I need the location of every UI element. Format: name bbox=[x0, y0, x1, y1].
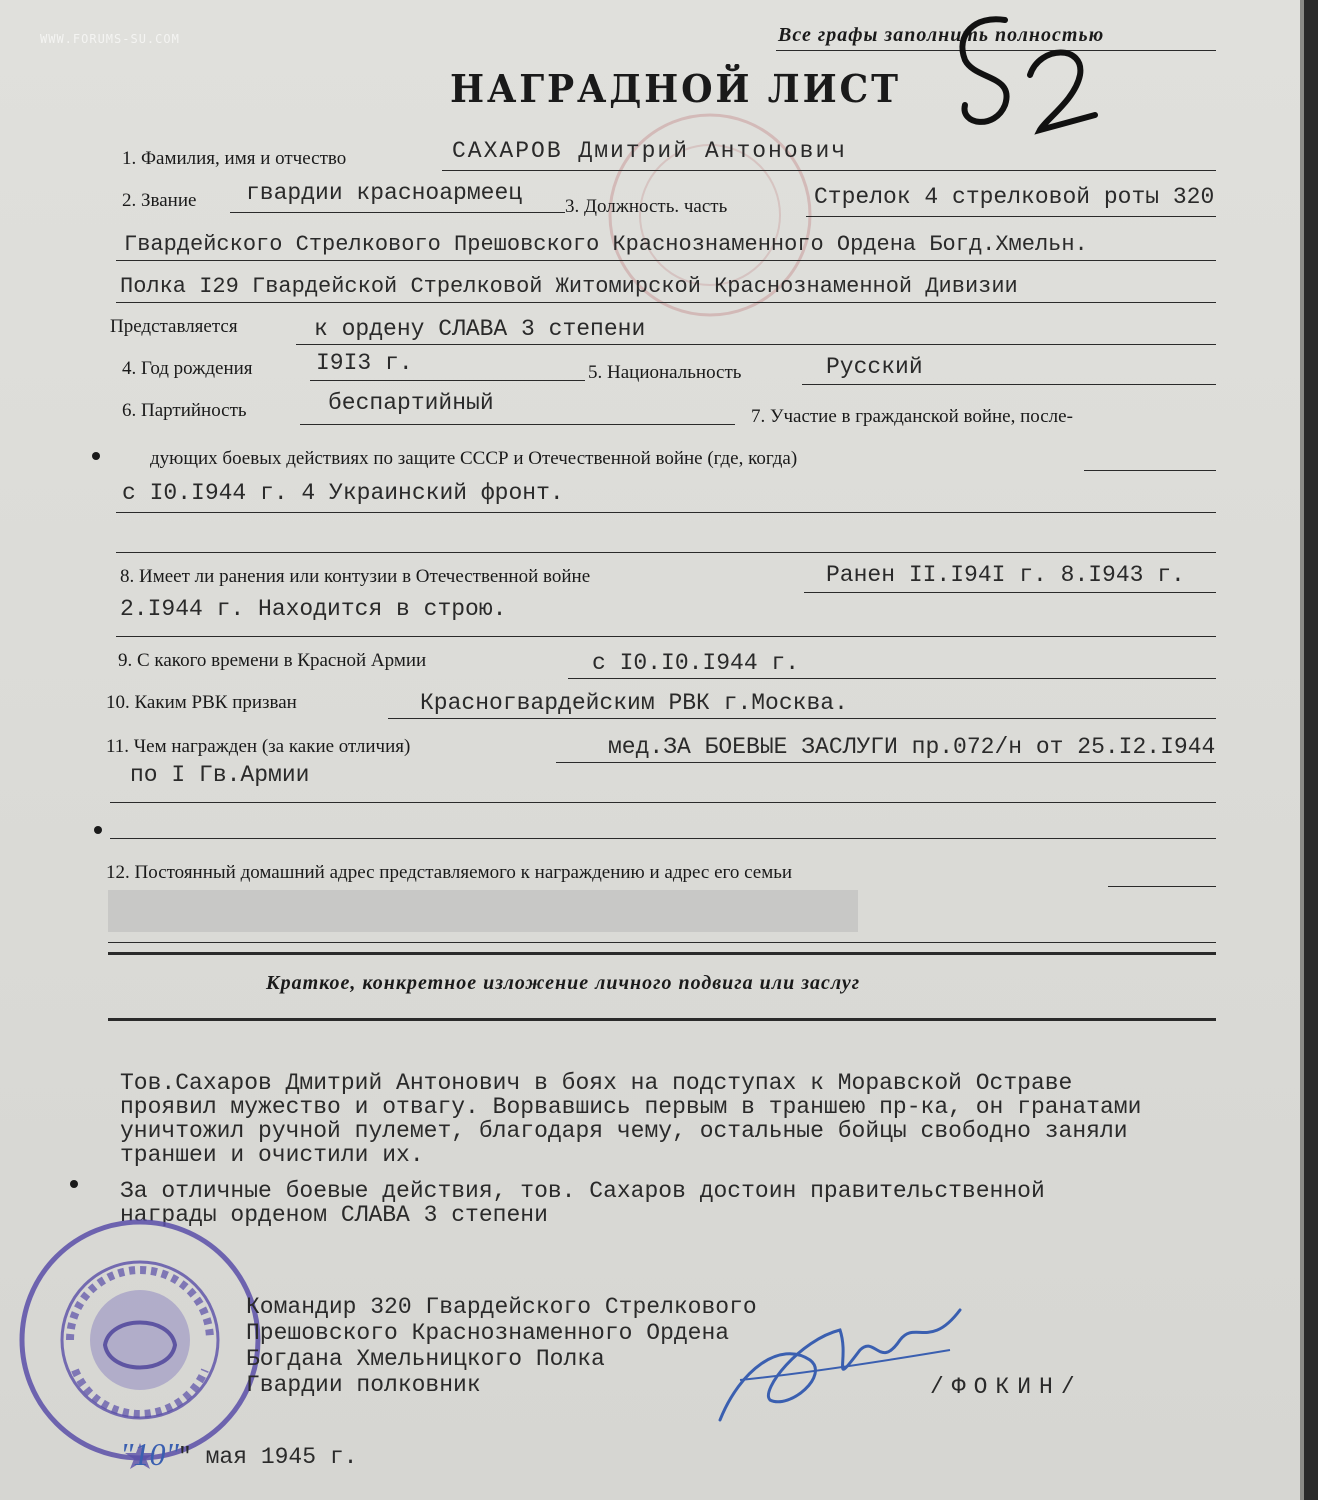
page-edge bbox=[1304, 0, 1318, 1500]
field-8-value-line2: 2.I944 г. Находится в строю. bbox=[120, 596, 507, 622]
field-7-value: с I0.I944 г. 4 Украинский фронт. bbox=[122, 480, 564, 506]
presented-label: Представляется bbox=[110, 316, 238, 337]
section-divider-top bbox=[108, 952, 1216, 955]
signature-block-line-2: Прешовского Краснознаменного Ордена bbox=[246, 1320, 730, 1346]
field-4-line bbox=[310, 380, 585, 381]
field-11-line3 bbox=[110, 838, 1216, 839]
field-2-label: 2. Звание bbox=[122, 190, 197, 211]
field-8-line2 bbox=[116, 636, 1216, 637]
field-3-value-line2: Гвардейского Стрелкового Прешовского Краснознаменного Ордена Богд.Хмельн. bbox=[124, 232, 1088, 257]
field-8-line1 bbox=[804, 592, 1216, 593]
field-11-label: 11. Чем награжден (за какие отличия) bbox=[106, 736, 411, 757]
narrative-line-6: награды орденом СЛАВА 3 степени bbox=[120, 1202, 548, 1228]
field-1-value: САХАРОВ Дмитрий Антонович bbox=[452, 138, 848, 164]
punch-hole bbox=[70, 1180, 78, 1188]
field-3-value-line1: Стрелок 4 стрелковой роты 320 bbox=[814, 184, 1215, 210]
field-8-value-line1: Ранен II.I94I г. 8.I943 г. bbox=[826, 562, 1185, 588]
handwritten-number bbox=[945, 5, 1105, 145]
date-day-handwritten: "10" bbox=[120, 1436, 179, 1472]
field-7-label-b: дующих боевых действиях по защите СССР и Отечественной войне (где, когда) bbox=[150, 448, 798, 469]
field-1-line bbox=[442, 170, 1216, 171]
field-3-line3 bbox=[116, 302, 1216, 303]
field-10-line bbox=[388, 718, 1216, 719]
narrative-line-3: уничтожил ручной пулемет, благодаря чему, остальные бойцы свободно заняли bbox=[120, 1118, 1128, 1144]
field-11-value-line1: мед.ЗА БОЕВЫЕ ЗАСЛУГИ пр.072/н от 25.I2.I944 bbox=[608, 734, 1216, 760]
signature-block-line-1: Командир 320 Гвардейского Стрелкового bbox=[246, 1294, 757, 1320]
field-2-value: гвардии красноармеец bbox=[246, 180, 523, 206]
field-5-line bbox=[802, 384, 1216, 385]
field-10-label: 10. Каким РВК призван bbox=[106, 692, 297, 713]
field-5-label: 5. Национальность bbox=[588, 362, 742, 383]
handwritten-signature bbox=[700, 1280, 980, 1450]
document-title: НАГРАДНОЙ ЛИСТ bbox=[450, 66, 901, 111]
signature-block-line-4: Гвардии полковник bbox=[246, 1372, 481, 1398]
field-7-label-a: 7. Участие в гражданской войне, после- bbox=[751, 406, 1073, 427]
field-11-value-line2: по I Гв.Армии bbox=[130, 762, 310, 788]
field-8-label: 8. Имеет ли ранения или контузии в Отечественной войне bbox=[120, 566, 591, 587]
field-7-line-c bbox=[116, 552, 1216, 553]
narrative-line-2: проявил мужество и отвагу. Ворвавшись первым в траншею пр-ка, он гранатами bbox=[120, 1094, 1142, 1120]
signer-name: /ФОКИН/ bbox=[930, 1374, 1083, 1400]
presented-line bbox=[296, 344, 1216, 345]
redacted-address bbox=[108, 890, 858, 932]
punch-hole bbox=[92, 452, 100, 460]
presented-value: к ордену СЛАВА 3 степени bbox=[314, 316, 646, 342]
field-5-value: Русский bbox=[826, 354, 923, 380]
field-2-line bbox=[230, 212, 565, 213]
watermark: WWW.FORUMS-SU.COM bbox=[40, 32, 180, 46]
narrative-line-5: За отличные боевые действия, тов. Сахаров достоин правительственной bbox=[120, 1178, 1045, 1204]
field-6-label: 6. Партийность bbox=[122, 400, 247, 421]
field-3-value-line3: Полка I29 Гвардейской Стрелковой Житомирской Краснознаменной Дивизии bbox=[120, 274, 1018, 299]
field-12-line2 bbox=[108, 942, 1216, 943]
field-6-line bbox=[300, 424, 735, 425]
punch-hole bbox=[94, 826, 102, 834]
field-7-line-a bbox=[1084, 470, 1216, 471]
field-3-label: 3. Должность. часть bbox=[565, 196, 728, 217]
field-3-line2 bbox=[116, 260, 1216, 261]
field-3-line1 bbox=[806, 216, 1216, 217]
field-7-line-b bbox=[116, 512, 1216, 513]
field-1-label: 1. Фамилия, имя и отчество bbox=[122, 148, 347, 169]
signature-block-line-3: Богдана Хмельницкого Полка bbox=[246, 1346, 605, 1372]
field-12-line1 bbox=[1108, 886, 1216, 887]
narrative-line-4: траншеи и очистили их. bbox=[120, 1142, 424, 1168]
narrative-line-1: Тов.Сахаров Дмитрий Антонович в боях на подступах к Моравской Остраве bbox=[120, 1070, 1073, 1096]
field-9-value: с I0.I0.I944 г. bbox=[592, 650, 800, 676]
field-6-value: беспартийный bbox=[328, 390, 494, 416]
field-10-value: Красногвардейским РВК г.Москва. bbox=[420, 690, 848, 716]
section-divider-bottom bbox=[108, 1018, 1216, 1021]
field-9-label: 9. С какого времени в Красной Армии bbox=[118, 650, 427, 671]
section-heading: Краткое, конкретное изложение личного подвига или заслуг bbox=[266, 972, 861, 994]
field-9-line bbox=[568, 678, 1216, 679]
field-11-line2 bbox=[110, 802, 1216, 803]
field-4-label: 4. Год рождения bbox=[122, 358, 253, 379]
header-note: Все графы заполнить полностью bbox=[778, 24, 1105, 46]
field-11-line1 bbox=[556, 762, 1216, 763]
field-12-label: 12. Постоянный домашний адрес представляемого к награждению и адрес его семьи bbox=[106, 862, 793, 883]
official-round-stamp bbox=[10, 1205, 270, 1475]
field-4-value: I9I3 г. bbox=[316, 350, 413, 376]
date-month-year: " мая 1945 г. bbox=[178, 1444, 358, 1470]
